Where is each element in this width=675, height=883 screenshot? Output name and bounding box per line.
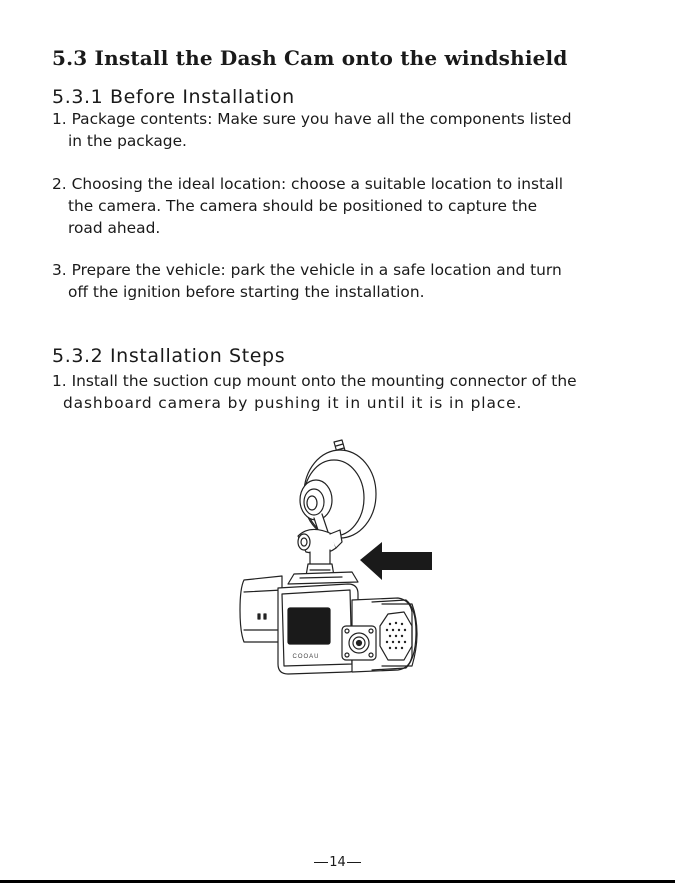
text-line: in the package. <box>68 132 187 150</box>
text-line: 3. Prepare the vehicle: park the vehicle in a safe location and turn <box>52 261 562 279</box>
text-line: the camera. The camera should be positioned to capture the <box>68 197 538 215</box>
section-title: 5.3 Install the Dash Cam onto the windshield <box>52 46 568 70</box>
footer-dash <box>314 862 328 864</box>
footer-dash <box>347 862 361 864</box>
text-line: 1. Install the suction cup mount onto the mounting connector of the <box>52 372 577 390</box>
text-line: 1. Package contents: Make sure you have all the components listed <box>52 110 572 128</box>
before-item-3 <box>52 259 637 303</box>
before-item-2 <box>52 173 637 239</box>
text-line: 2. Choosing the ideal location: choose a suitable location to install <box>52 175 564 193</box>
step-item-1 <box>52 370 637 414</box>
before-item-1 <box>52 108 637 152</box>
text-line: road ahead. <box>68 219 161 237</box>
text-line: off the ignition before starting the installation. <box>68 283 425 301</box>
text-line: dashboard camera by pushing it in until it is in place. <box>63 394 523 412</box>
page-number: 14 <box>329 855 346 870</box>
dash-cam-mount-illustration <box>230 432 440 682</box>
before-installation-heading: 5.3.1 Before Installation <box>52 86 295 108</box>
page-footer <box>0 855 675 870</box>
dash-cam-drawing <box>230 432 440 682</box>
brand-label: COOAU <box>292 654 320 660</box>
installation-steps-heading: 5.3.2 Installation Steps <box>52 345 286 367</box>
